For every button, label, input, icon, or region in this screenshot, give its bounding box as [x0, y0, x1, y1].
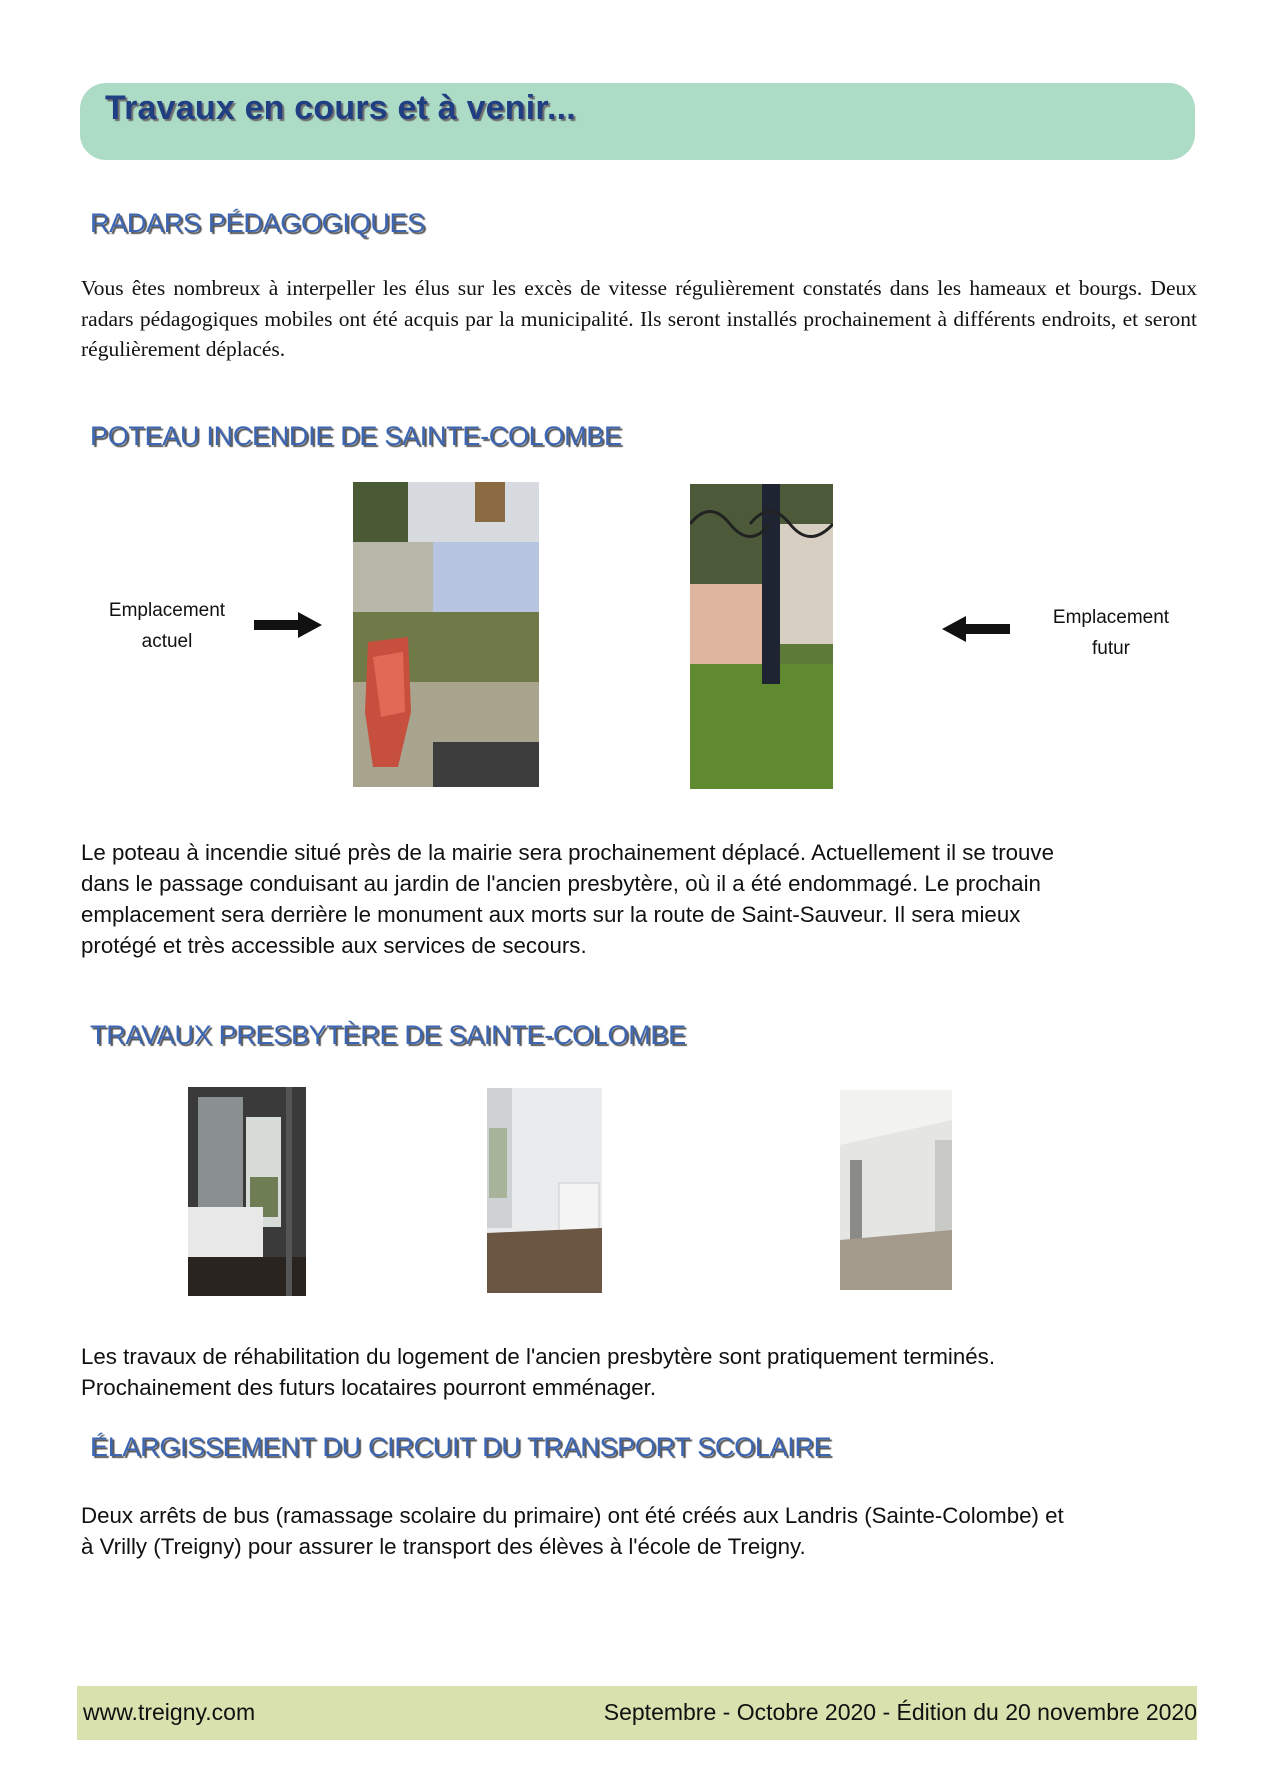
transport-paragraph: Deux arrêts de bus (ramassage scolaire du primaire) ont été créés aux Landris (Sainte-Colombe) et à Vrilly (Treigny) pour assurer le transport des élèves à l'école de Treigny. [81, 1503, 1064, 1559]
presbytere-paragraph: Les travaux de réhabilitation du logement de l'ancien presbytère sont pratiquement terminés. Prochainement des futurs locataires pourront emménager. [81, 1344, 996, 1400]
arrow-left-icon [940, 616, 1010, 642]
page-banner [80, 83, 1195, 160]
page-footer [77, 1686, 1197, 1740]
footer-website: www.treigny.com [83, 1699, 256, 1725]
arrow-right-icon [254, 612, 324, 638]
section-title-transport: ÉLARGISSEMENT DU CIRCUIT DU TRANSPORT SCOLAIRE [90, 1432, 832, 1462]
photo-presbytere-room [487, 1088, 602, 1293]
footer-edition: Septembre - Octobre 2020 - Édition du 20 novembre 2020 [603, 1699, 1197, 1725]
caption-future-location: Emplacement futur [1052, 607, 1170, 659]
poteau-paragraph: Le poteau à incendie situé près de la mairie sera prochainement déplacé. Actuellement il se trouve dans le passage conduisant au jardin de l'ancien presbytère, où il a été endommagé. Le prochain emplacement sera derrière le monument aux morts sur la route de Saint-Sauveur. Il sera mieux protégé et très accessible aux services de secours. [81, 840, 1054, 958]
page-title: Travaux en cours et à venir... [105, 89, 576, 127]
caption-current-location: Emplacement actuel [108, 600, 226, 652]
section-title-radars: RADARS PÉDAGOGIQUES [90, 208, 425, 238]
section-title-presbytere: TRAVAUX PRESBYTÈRE DE SAINTE-COLOMBE [90, 1020, 686, 1050]
radars-paragraph: Vous êtes nombreux à interpeller les élus sur les excès de vitesse régulièrement constatés dans les hameaux et bourgs. Deux radars pédagogiques mobiles ont été acquis par la municipalité. Ils seront installés prochainement à différents endroits, et seront régulièrement déplacés. [81, 276, 1197, 361]
photo-presbytere-living [840, 1090, 952, 1290]
section-title-poteau: POTEAU INCENDIE DE SAINTE-COLOMBE [90, 421, 622, 451]
photo-presbytere-bathroom [188, 1087, 306, 1296]
photo-future-location [690, 484, 833, 789]
photo-current-hydrant [353, 482, 539, 787]
